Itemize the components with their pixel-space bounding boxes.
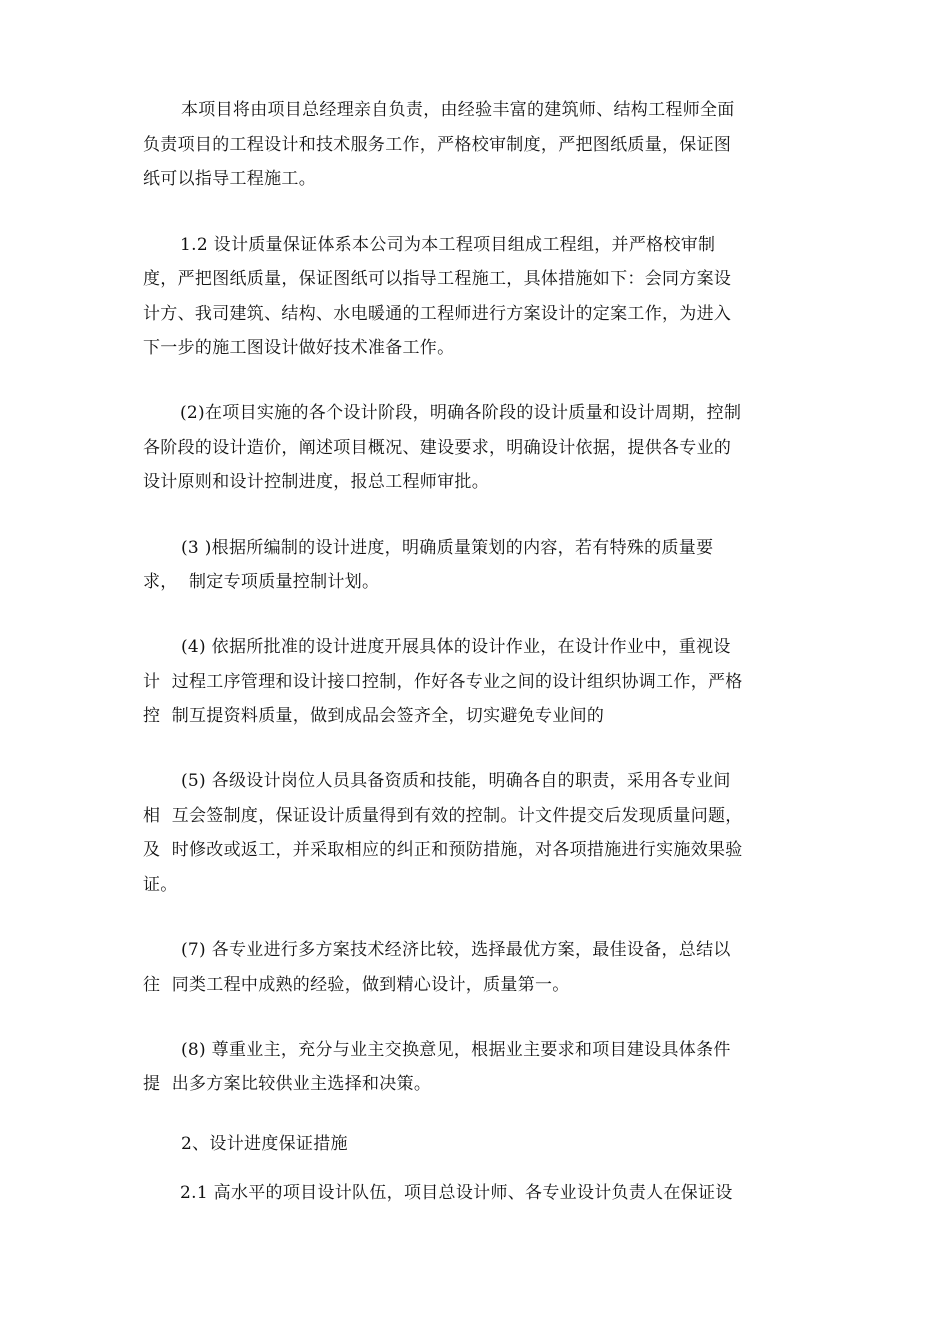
- para-10-line-1: 2.1 高水平的项目设计队伍，项目总设计师、各专业设计负责人在保证设: [180, 1183, 733, 1203]
- para-7-line-2: 往 同类工程中成熟的经验，做到精心设计，质量第一。: [143, 975, 570, 995]
- para-5-line-2: 计 过程工序管理和设计接口控制，作好各专业之间的设计组织协调工作，严格: [143, 672, 743, 692]
- para-6-line-4: 证。: [143, 875, 178, 895]
- para-2-line-1: 1.2 设计质量保证体系本公司为本工程项目组成工程组，并严格校审制: [180, 235, 716, 255]
- para-1-line-2: 负责项目的工程设计和技术服务工作，严格校审制度，严把图纸质量，保证图: [143, 135, 732, 155]
- para-8-line-2: 提 出多方案比较供业主选择和决策。: [143, 1074, 432, 1094]
- para-1-line-3: 纸可以指导工程施工。: [143, 169, 316, 189]
- para-2-line-2: 度，严把图纸质量，保证图纸可以指导工程施工，具体措施如下：会同方案设: [143, 269, 732, 289]
- para-7-line-1: (7) 各专业进行多方案技术经济比较，选择最优方案，最佳设备，总结以: [181, 940, 731, 960]
- para-3-line-3: 设计原则和设计控制进度，报总工程师审批。: [143, 472, 489, 492]
- para-4-line-1: (3 )根据所编制的设计进度，明确质量策划的内容，若有特殊的质量要: [181, 538, 714, 558]
- para-6-line-1: (5) 各级设计岗位人员具备资质和技能，明确各自的职责，采用各专业间: [181, 771, 731, 791]
- para-5-line-3: 控 制互提资料质量，做到成品会签齐全，切实避免专业间的: [143, 706, 605, 726]
- para-6-line-3: 及 时修改或返工，并采取相应的纠正和预防措施，对各项措施进行实施效果验: [143, 840, 743, 860]
- para-6-line-2: 相 互会签制度，保证设计质量得到有效的控制。计文件提交后发现质量问题，: [143, 806, 743, 826]
- para-5-line-1: (4) 依据所批准的设计进度开展具体的设计作业，在设计作业中，重视设: [181, 637, 731, 657]
- para-4-line-2: 求， 制定专项质量控制计划。: [143, 572, 380, 592]
- para-1-line-1: 本项目将由项目总经理亲自负责，由经验丰富的建筑师、结构工程师全面: [181, 100, 735, 120]
- para-3-line-2: 各阶段的设计造价，阐述项目概况、建设要求，明确设计依据，提供各专业的: [143, 438, 732, 458]
- para-8-line-1: (8) 尊重业主，充分与业主交换意见，根据业主要求和项目建设具体条件: [181, 1040, 731, 1060]
- para-2-line-4: 下一步的施工图设计做好技术准备工作。: [143, 338, 455, 358]
- section-heading: 2、设计进度保证措施: [181, 1134, 348, 1154]
- para-3-line-1: (2)在项目实施的各个设计阶段，明确各阶段的设计质量和设计周期，控制: [180, 403, 742, 423]
- para-2-line-3: 计方、我司建筑、结构、水电暖通的工程师进行方案设计的定案工作，为进入: [143, 304, 732, 324]
